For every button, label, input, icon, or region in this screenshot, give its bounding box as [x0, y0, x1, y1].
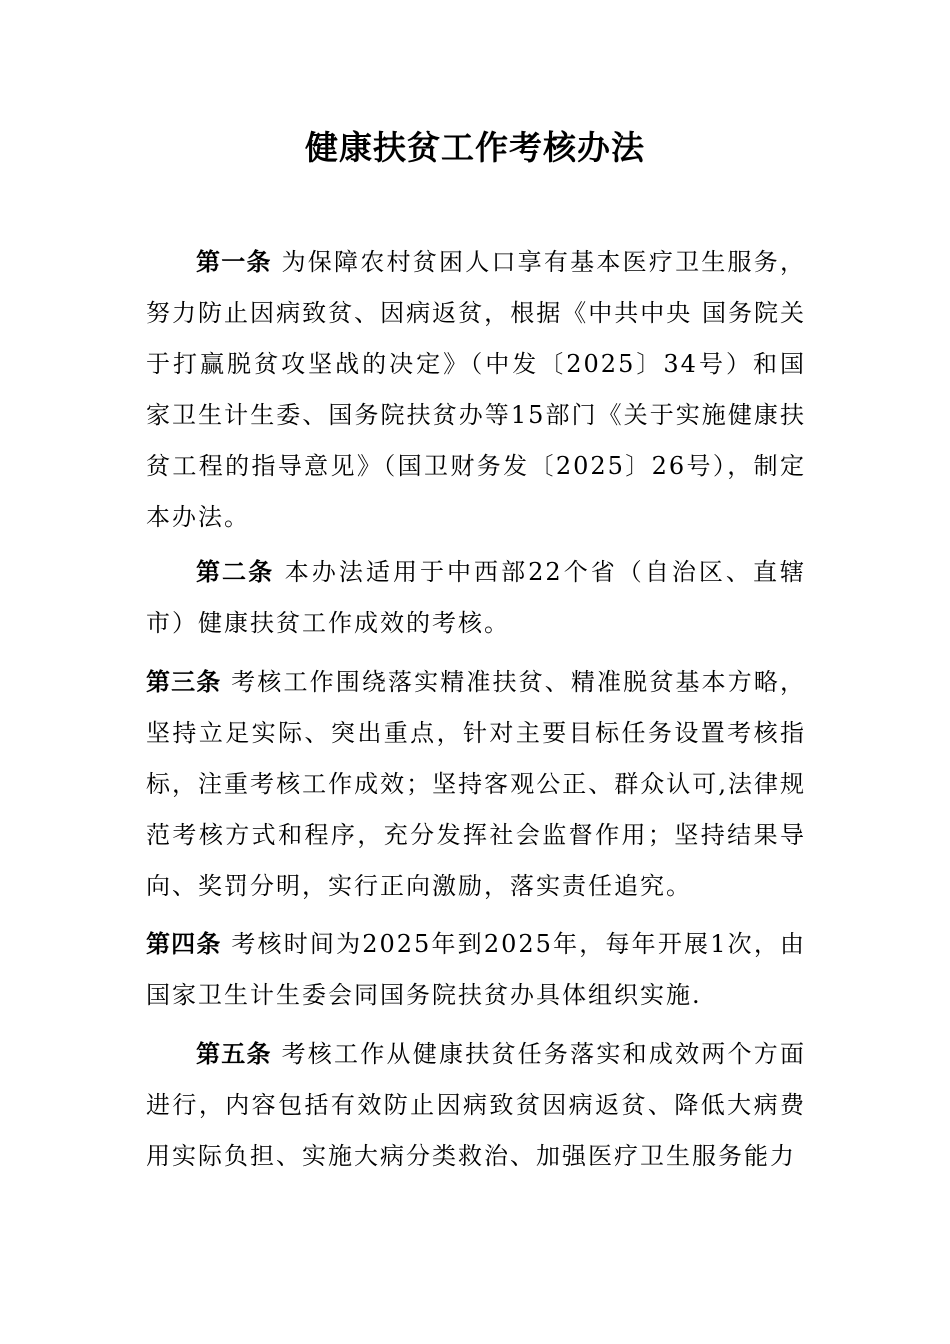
article-label: 第二条 [196, 557, 275, 586]
article-label: 第五条 [196, 1039, 272, 1068]
article-4 [146, 918, 806, 1021]
document-title: 健康扶贫工作考核办法 [305, 128, 645, 167]
article-2 [146, 546, 806, 649]
article-label: 第四条 [146, 929, 222, 958]
article-text: 为保障农村贫困人口享有基本医疗卫生服务，努力防止因病致贫、因病返贫，根据《中共中央 国务院关于打赢脱贫攻坚战的决定》（中发〔2025〕34号）和国家卫生计生委、国务院扶贫办等15部门《关于实施健康扶贫工程的指导意见》（国卫财务发〔2025〕26号），制定本办法。 [146, 248, 807, 531]
article-5 [146, 1028, 806, 1182]
article-3 [146, 656, 806, 912]
article-text: 考核时间为2025年到2025年，每年开展1次，由国家卫生计生委会同国务院扶贫办具体组织实施. [146, 930, 806, 1009]
article-text: 考核工作围绕落实精准扶贫、精准脱贫基本方略，坚持立足实际、突出重点，针对主要目标任务设置考核指标，注重考核工作成效；坚持客观公正、群众认可,法律规范考核方式和程序，充分发挥社会监督作用；坚持结果导向、奖罚分明，实行正向激励，落实责任追究。 [146, 668, 806, 900]
article-label: 第一条 [196, 247, 272, 276]
article-label: 第三条 [146, 667, 222, 696]
article-1 [146, 236, 806, 543]
article-text: 考核工作从健康扶贫任务落实和成效两个方面进行，内容包括有效防止因病致贫因病返贫、降低大病费用实际负担、实施大病分类救治、加强医疗卫生服务能力 [146, 1040, 807, 1170]
article-text: 本办法适用于中西部22个省（自治区、直辖市）健康扶贫工作成效的考核。 [146, 558, 806, 637]
